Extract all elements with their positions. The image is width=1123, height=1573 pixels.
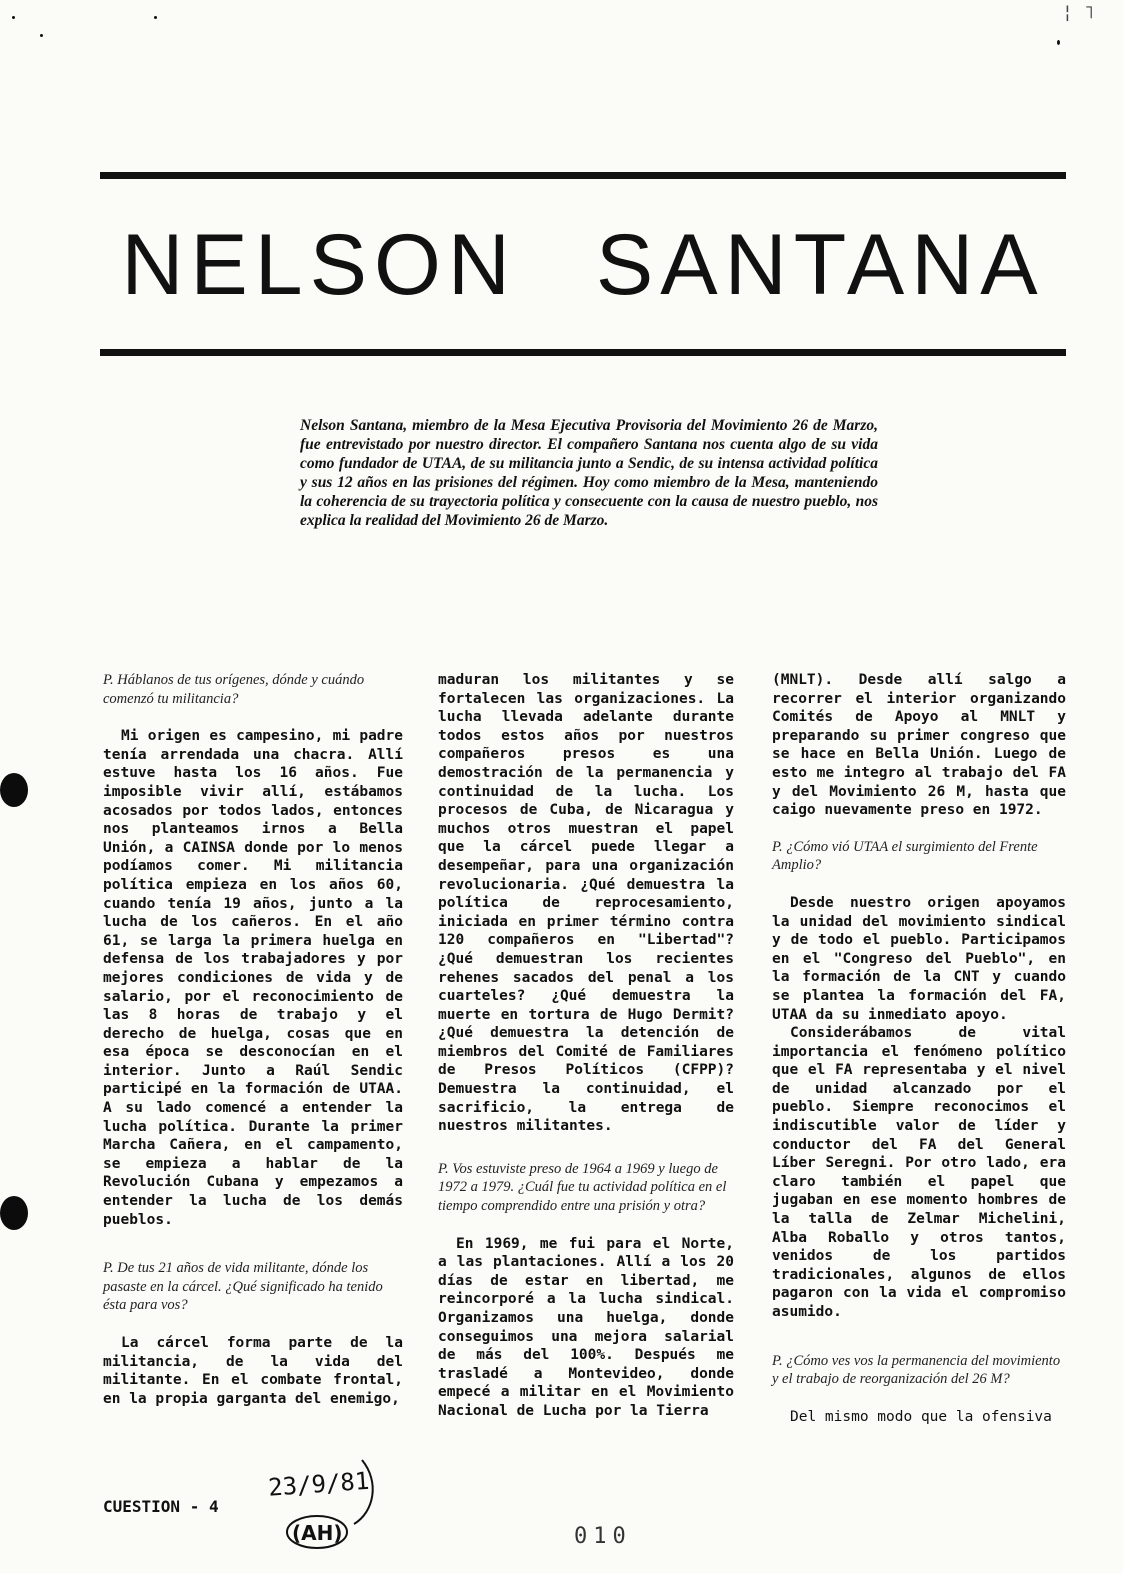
column-1 xyxy=(103,671,403,1426)
top-rule xyxy=(100,172,1066,179)
answer-3-part-2: (MNLT). Desde allí salgo a recorrer el interior organizando Comités de Apoyo al MNLT y preparando su primer congreso que se hace en Bella Unión. Luego de esto me integro al trabajo del FA y del Movimiento 26 M, hasta que caigo nuevamente preso en 1972. xyxy=(772,672,1066,819)
answer-2-part-1 xyxy=(103,1334,403,1408)
handwritten-date-stamp xyxy=(262,1452,382,1552)
scan-speck xyxy=(40,34,43,37)
answer-4a-text: Desde nuestro origen apoyamos la unidad del movimiento sindical y de todo el pueblo. Participamos en el "Congreso del Pueblo", en la formación de la CNT y cuando se plantea la formación del FA, UTAA da su inmediato apoyo. xyxy=(772,894,1066,1023)
question-4: P. ¿Cómo vió UTAA el surgimiento del Frente Amplio? xyxy=(772,838,1038,874)
answer-1-text: Mi origen es campesino, mi padre tenía arrendada una chacra. Allí estuve hasta los 16 años. Fue imposible vivir allí, estábamos acosados por todos lados, entonces nos planteamos irnos a Bella Unión, a CAINSA donde por lo menos podíamos comer. Mi militancia política empieza en los años 60, cuando tenía 19 años, junto a la lucha de los cañeros. En el año 61, se larga la primera huelga en defensa de los trabajadores y por mejores condiciones de vida y de salario, por el reconocimiento de las 8 horas de trabajo y el derecho de huelga, cosas que en esa época se desconocían en el interior. Junto a Raúl Sendic participé en la formación de UTAA. A su lado comencé a entender la lucha política. Durante la primer Marcha Cañera, en el campamento, se empieza a hablar de la Revolución Cubana y empezamos a entender la lucha de los demás pueblos. xyxy=(103,728,403,1228)
answer-4-para-1 xyxy=(772,894,1066,1024)
stamp-date: 23/9/81 xyxy=(267,1466,371,1502)
answer-1 xyxy=(103,727,403,1229)
column-3 xyxy=(772,671,1066,1444)
intro-text: Nelson Santana, miembro de la Mesa Ejecutiva Provisoria del Movimiento 26 de Marzo, fue entrevistado por nuestro director. El compañero Santana nos cuenta algo de su vida como fundador de UTAA, de su militancia junto a Sendic, de su intensa actividad política y sus 12 años en las prisiones del régimen. Hoy como miembro de la Mesa, manteniendo la coherencia de su trayectoria política y consecuente con la causa de nuestro pueblo, nos explica la realidad del Movimiento 26 de Marzo. xyxy=(300,417,878,529)
article-title: NELSON SANTANA xyxy=(121,217,1045,313)
answer-4b-text: Considerábamos de vital importancia el fenómeno político que el FA representaba y el nivel de unidad alcanzado por el pueblo. Siempre reconocimos el indiscutible valor de líder y conductor del FA del General Líber Seregni. Por otro lado, era claro también el papel que jugaban en ese momento hombres de la talla de Zelmar Michelini, Alba Roballo y otros tantos, venidos de los partidos tradicionales, algunos de ellos pagaron con la vida el compromiso asumido. xyxy=(772,1025,1066,1320)
document-number: 010 xyxy=(574,1524,632,1549)
question-5: P. ¿Cómo ves vos la permanencia del movimiento y el trabajo de reorganización del 26 M? xyxy=(772,1352,1061,1388)
punch-hole xyxy=(0,1196,28,1230)
punch-hole xyxy=(0,773,28,807)
stamp-initials: (AH) xyxy=(292,1521,343,1545)
scan-speck xyxy=(12,16,15,19)
bottom-rule xyxy=(100,349,1066,356)
answer-3-part-1 xyxy=(438,1235,734,1421)
corner-mark: ¦ ˥ xyxy=(1062,2,1095,23)
scan-speck xyxy=(1057,40,1060,45)
answer-5-text: Del mismo modo que la ofensiva xyxy=(790,1408,1052,1425)
answer-3a-text: En 1969, me fui para el Norte, a las plantaciones. Allí a los 20 días de estar en libertad, me reincorporé a la lucha sindical. Organizamos una huelga, donde conseguimos una mejora salarial de más del 100%. Después me trasladé a Montevideo, donde empecé a militar en el Movimiento Nacional de Lucha por la Tierra xyxy=(438,1235,734,1419)
page-footer: CUESTION - 4 xyxy=(103,1497,219,1516)
answer-5 xyxy=(772,1408,1066,1427)
question-1: P. Háblanos de tus orígenes, dónde y cuándo comenzó tu militancia? xyxy=(103,672,365,707)
answer-4-para-2 xyxy=(772,1024,1066,1322)
answer-2-part-2: maduran los militantes y se fortalecen las organizaciones. La lucha llevada adelante durante todos estos años por nuestros compañeros presos es una demostración de la permanencia y continuidad de la lucha. Los procesos de Cuba, de Nicaragua y muchos otros muestran el papel que la cárcel puede llegar a desempeñar, para una organización revolucionaria. ¿Qué demuestra la política de reprocesamiento, iniciada en primer término contra 120 compañeros en "Libertad"? ¿Qué demuestran los recientes rehenes sacados del penal a los cuarteles? ¿Qué demuestra la muerte en tortura de Hugo Dermit? ¿Qué demuestra la detención de miembros del Comité de Familiares de Presos Políticos (CFPP)? Demuestra la continuidad, el sacrificio, la entrega de nuestros militantes. xyxy=(438,672,734,1135)
scan-speck xyxy=(154,16,157,19)
answer-2a-text: La cárcel forma parte de la militancia, de la vida del militante. En el combate frontal, en la propia garganta del enemigo, xyxy=(103,1335,403,1407)
column-2 xyxy=(438,671,734,1439)
question-3: P. Vos estuviste preso de 1964 a 1969 y luego de 1972 a 1979. ¿Cuál fue tu actividad política en el tiempo comprendido entre una prisión y otra? xyxy=(438,1160,727,1215)
question-2: P. De tus 21 años de vida militante, dónde los pasaste en la cárcel. ¿Qué significado ha tenido ésta para vos? xyxy=(103,1260,383,1314)
intro-paragraph xyxy=(300,416,878,530)
